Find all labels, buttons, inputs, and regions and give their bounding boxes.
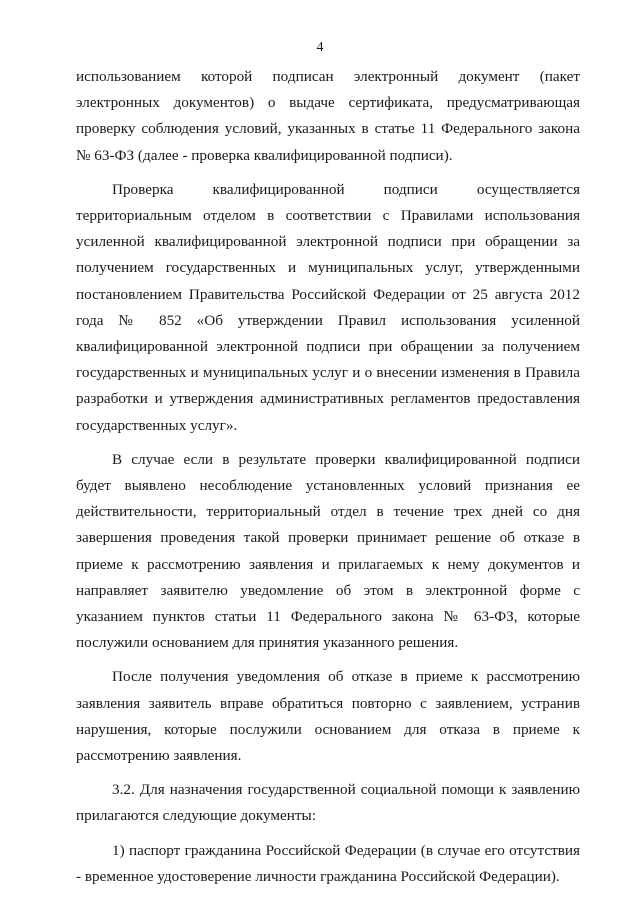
paragraph-2: Проверка квалифицированной подписи осуществляется территориальным отделом в соответствии с Правилами использования усиленной квалифицированной электронной подписи при обращении за получением государственных и муниципальных услуг, утвержденными постановлением Правительства Российской Федерации от 25 августа 2012 года № 852 «Об утверждении Правил использования усиленной квалифицированной электронной подписи при обращении за получением государственных и муниципальных услуг и о внесении изменения в Правила разработки и утверждения административных регламентов предоставления государственных услуг».: [76, 180, 580, 434]
document-body: [76, 64, 580, 890]
paragraph-3: В случае если в результате проверки квалифицированной подписи будет выявлено несоблюдение установленных условий признания ее действительности, территориальный отдел в течение трех дней со дня завершения проведения такой проверки принимает решение об отказе в приеме к рассмотрению заявления и прилагаемых к нему документов и направляет заявителю уведомление об этом в электронной форме с указанием пунктов статьи 11 Федерального закона № 63-ФЗ, которые послужили основанием для принятия указанного решения.: [76, 450, 580, 652]
paragraph-5: 3.2. Для назначения государственной социальной помощи к заявлению прилагаются следующие документы:: [76, 781, 580, 825]
paragraph-1: использованием которой подписан электронный документ (пакет электронных документов) о выдаче сертификата, предусматривающая проверку соблюдения условий, указанных в статье 11 Федерального закона № 63-ФЗ (далее - проверка квалифицированной подписи).: [76, 68, 580, 164]
paragraph-4: После получения уведомления об отказе в приеме к рассмотрению заявления заявитель вправе обратиться повторно с заявлением, устранив нарушения, которые послужили основанием для отказа в приеме к рассмотрению заявления.: [76, 668, 580, 765]
paragraph-6: 1) паспорт гражданина Российской Федерации (в случае его отсутствия - временное удостоверение личности гражданина Российской Федерации).: [76, 841, 580, 885]
page-number: 4: [316, 40, 324, 55]
